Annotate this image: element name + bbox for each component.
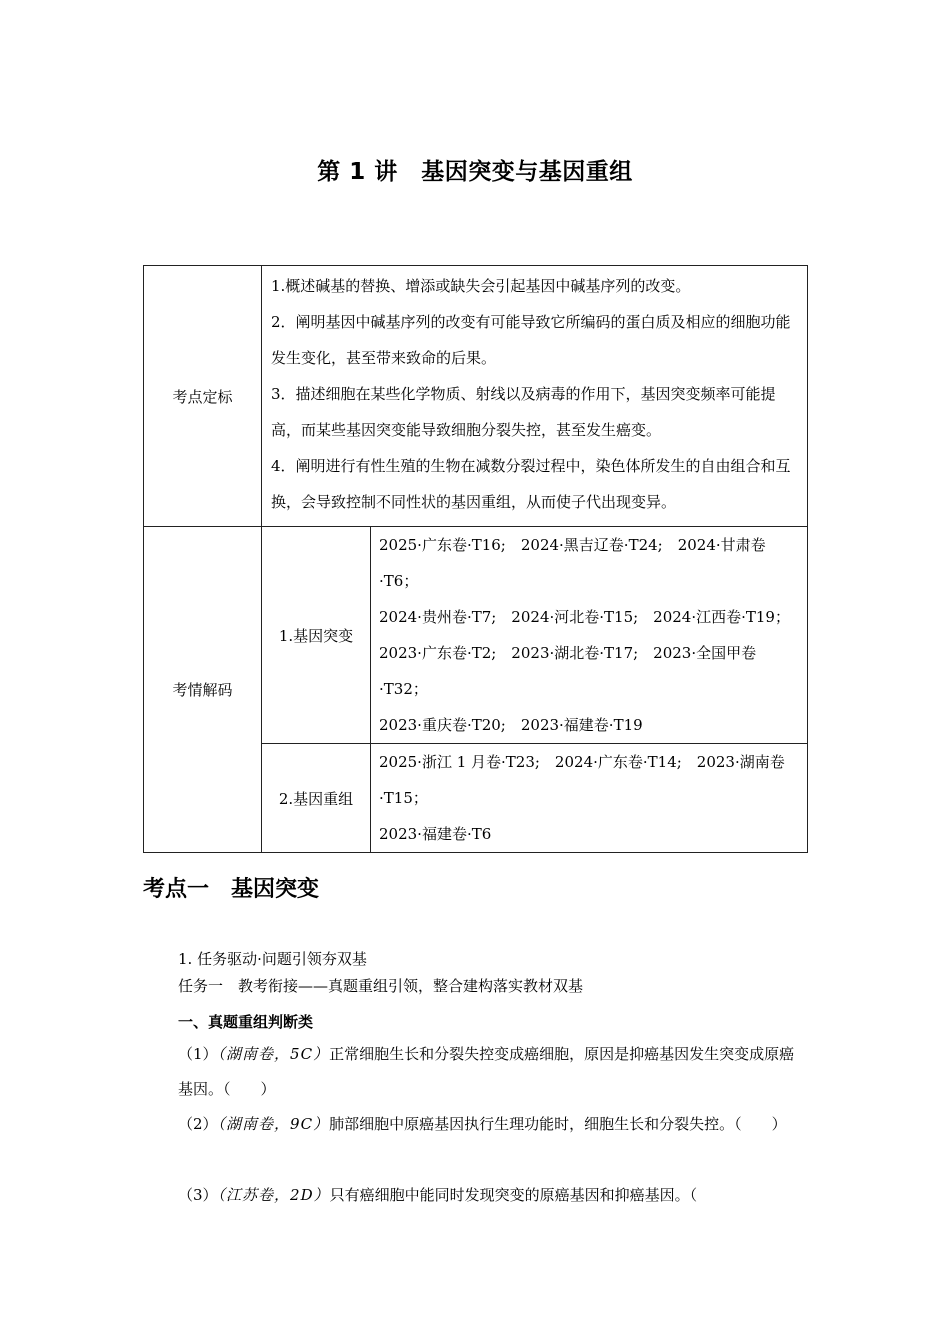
question-number: （3）	[178, 1186, 218, 1204]
question-item	[143, 1037, 807, 1107]
question-number: （2）	[178, 1115, 218, 1133]
goal-item: 2．阐明基因中碱基序列的改变有可能导致它所编码的蛋白质及相应的细胞功能发生变化，甚至带来致命的后果。	[271, 313, 791, 367]
row-label-goals: 考点定标	[144, 266, 262, 527]
table-row	[144, 266, 808, 527]
question-item	[143, 1107, 807, 1142]
ref-line: 2023·广东卷·T2; 2023·湖北卷·T17; 2023·全国甲卷·T32；	[379, 644, 757, 698]
table-row	[144, 527, 808, 744]
ref-line: 2025·浙江 1 月卷·T23; 2024·广东卷·T14; 2023·湖南卷·T15；	[379, 753, 785, 807]
goal-item: 3．描述细胞在某些化学物质、射线以及病毒的作用下，基因突变频率可能提高，而某些基因突变能导致细胞分裂失控，甚至发生癌变。	[271, 385, 776, 439]
task-line: 任务一 教考衔接——真题重组引领，整合建构落实教材双基	[178, 977, 584, 995]
question-item	[143, 1178, 807, 1213]
goal-item: 4．阐明进行有性生殖的生物在减数分裂过程中，染色体所发生的自由组合和互换，会导致控制不同性状的基因重组，从而使子代出现变异。	[271, 457, 791, 511]
ref-line: 2023·重庆卷·T20; 2023·福建卷·T19	[379, 716, 643, 734]
subsection-heading: 一、真题重组判断类	[178, 1013, 314, 1031]
question-source: （江苏卷，2D）	[217, 1186, 330, 1204]
curriculum-table	[143, 265, 808, 853]
section-heading: 考点一 基因突变	[143, 877, 320, 902]
task-line: 1. 任务驱动·问题引领夯双基	[178, 950, 367, 968]
page-title: 第 1 讲 基因突变与基因重组	[317, 159, 633, 185]
refs-cell-mutation	[371, 527, 808, 744]
ref-line: 2025·广东卷·T16; 2024·黑吉辽卷·T24; 2024·甘肃卷·T6；	[379, 536, 766, 590]
sub-label-mutation: 1.基因突变	[262, 527, 371, 744]
row-label-analysis: 考情解码	[144, 527, 262, 853]
goals-cell	[262, 266, 808, 527]
ref-line: 2023·福建卷·T6	[379, 825, 492, 843]
ref-line: 2024·贵州卷·T7; 2024·河北卷·T15; 2024·江西卷·T19；	[379, 608, 790, 626]
goal-item: 1.概述碱基的替换、增添或缺失会引起基因中碱基序列的改变。	[271, 277, 691, 295]
question-text: 肺部细胞中原癌基因执行生理功能时，细胞生长和分裂失控。（ ）	[329, 1115, 787, 1133]
question-number: （1）	[178, 1045, 218, 1063]
question-text: 只有癌细胞中能同时发现突变的原癌基因和抑癌基因。（	[329, 1186, 698, 1204]
question-source: （湖南卷，5C）	[217, 1045, 330, 1063]
question-source: （湖南卷，9C）	[217, 1115, 330, 1133]
sub-label-recombination: 2.基因重组	[262, 744, 371, 853]
question-text: 正常细胞生长和分裂失控变成癌细胞，原因是抑癌基因发生突变成原癌基因。（ ）	[178, 1045, 795, 1098]
refs-cell-recombination	[371, 744, 808, 853]
